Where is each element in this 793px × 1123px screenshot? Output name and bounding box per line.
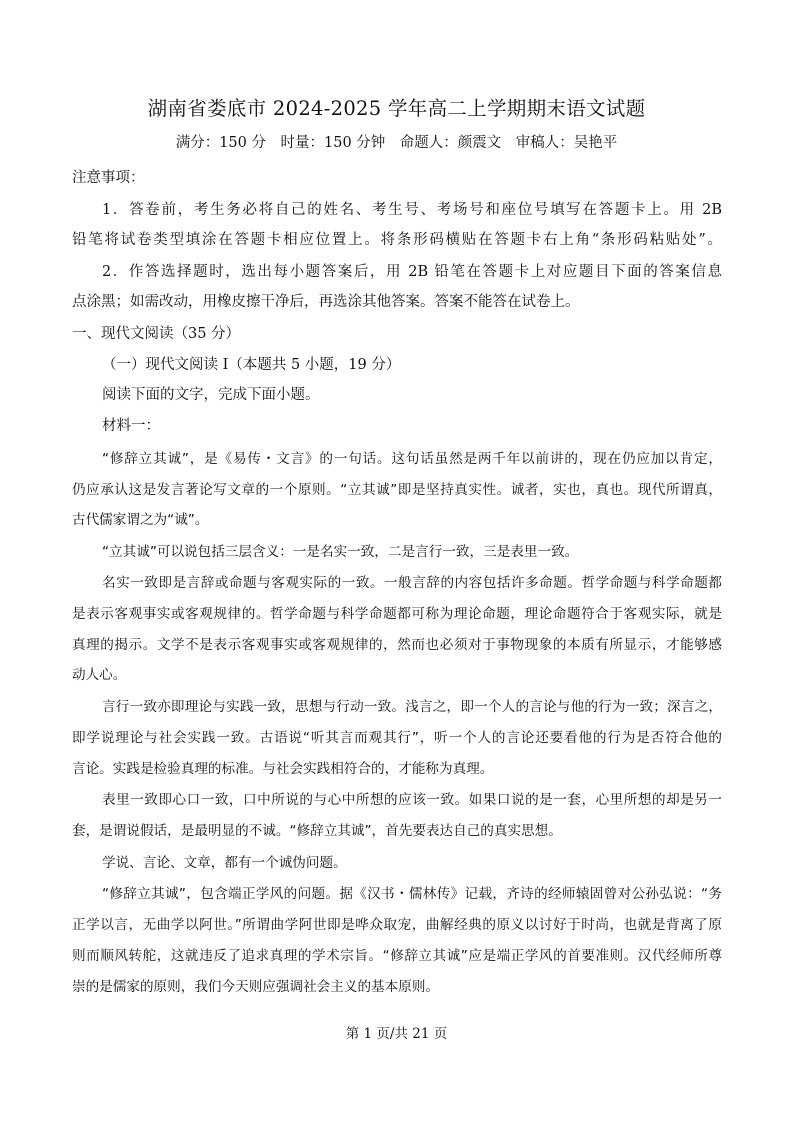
paragraph-5-line-2: 套，是谓说假话，是最明显的不诚。“修辞立其诚”，首先要表达自己的真实思想。 [72,823,562,839]
paragraph-7-line-3: 则而顺风转舵，这就违反了追求真理的学术宗旨。“修辞立其诚”应是端正学风的首要准则。汉代经师所尊 [72,948,722,964]
material-label: 材料一： [102,418,160,434]
notice-item-1-line-2: 铅笔将试卷类型填涂在答题卡相应位置上。将条形码横贴在答题卡右上角“条形码粘贴处”。 [72,232,722,248]
notice-item-2-line-1: 2．作答选择题时，选出每小题答案后，用 2B 铅笔在答题卡上对应题目下面的答案信息 [102,264,722,280]
paragraph-7-line-1: “修辞立其诚”，包含端正学风的问题。据《汉书・儒林传》记载，齐诗的经师辕固曾对公孙弘说：“务 [102,886,722,902]
page-footer: 第 1 页/共 21 页 [345,1026,448,1042]
paragraph-1-line-1: “修辞立其诚”，是《易传・文言》的一句话。这句话虽然是两千年以前讲的，现在仍应加以肯定， [102,451,722,467]
paragraph-3-line-4: 动人心。 [72,667,127,683]
exam-info: 满分：150 分 时量：150 分钟 命题人：颜震文 审稿人：吴艳平 [175,135,618,151]
paragraph-5-line-1: 表里一致即心口一致，口中所说的与心中所想的应该一致。如果口说的是一套，心里所想的却是另一 [102,792,722,808]
paragraph-3-line-1: 名实一致即是言辞或命题与客观实际的一致。一般言辞的内容包括许多命题。哲学命题与科学命题都 [102,575,722,591]
paragraph-4-line-2: 即学说理论与社会实践一致。古语说“听其言而观其行”，听一个人的言论还要看他的行为是否符合他的 [72,730,722,746]
notice-item-2-line-2: 点涂黑；如需改动，用橡皮擦干净后，再选涂其他答案。答案不能答在试卷上。 [72,294,580,310]
paragraph-6-line-1: 学说、言论、文章，都有一个诚伪问题。 [102,855,347,871]
reading-instruction: 阅读下面的文字，完成下面小题。 [102,387,320,403]
paragraph-3-line-3: 真理的揭示。文学不是表示客观事实或客观规律的，然而也必须对于事物现象的本质有所显示，才能够感 [72,637,722,653]
paragraph-1-line-2: 仍应承认这是发言著论写文章的一个原则。“立其诚”即是坚持真实性。诚者，实也，真也。现代所谓真， [72,482,722,498]
subsection-heading: （一）现代文阅读 I（本题共 5 小题，19 分） [102,357,401,373]
paragraph-4-line-3: 言论。实践是检验真理的标准。与社会实践相符合的，才能称为真理。 [72,761,494,777]
paragraph-3-line-2: 是表示客观事实或客观规律的。哲学命题与科学命题都可称为理论命题，理论命题符合于客观实际，就是 [72,606,722,622]
notice-heading: 注意事项： [72,170,145,186]
paragraph-4-line-1: 言行一致亦即理论与实践一致，思想与行动一致。浅言之，即一个人的言论与他的行为一致；深言之， [102,699,722,715]
paragraph-7-line-4: 崇的是儒家的原则，我们今天则应强调社会主义的基本原则。 [72,979,440,995]
exam-title: 湖南省娄底市 2024-2025 学年高二上学期期末语文试题 [147,97,646,120]
section-heading: 一、现代文阅读（35 分） [72,326,241,342]
paragraph-1-line-3: 古代儒家谓之为“诚”。 [72,512,209,528]
notice-item-1-line-1: 1．答卷前，考生务必将自己的姓名、考生号、考场号和座位号填写在答题卡上。用 2B [102,202,722,218]
paragraph-2-line-1: “立其诚”可以说包括三层含义：一是名实一致，二是言行一致，三是表里一致。 [102,544,579,560]
paragraph-7-line-2: 正学以言，无曲学以阿世。”所谓曲学阿世即是哗众取宠，曲解经典的原义以讨好于时尚，也就是背离了原 [72,917,722,933]
